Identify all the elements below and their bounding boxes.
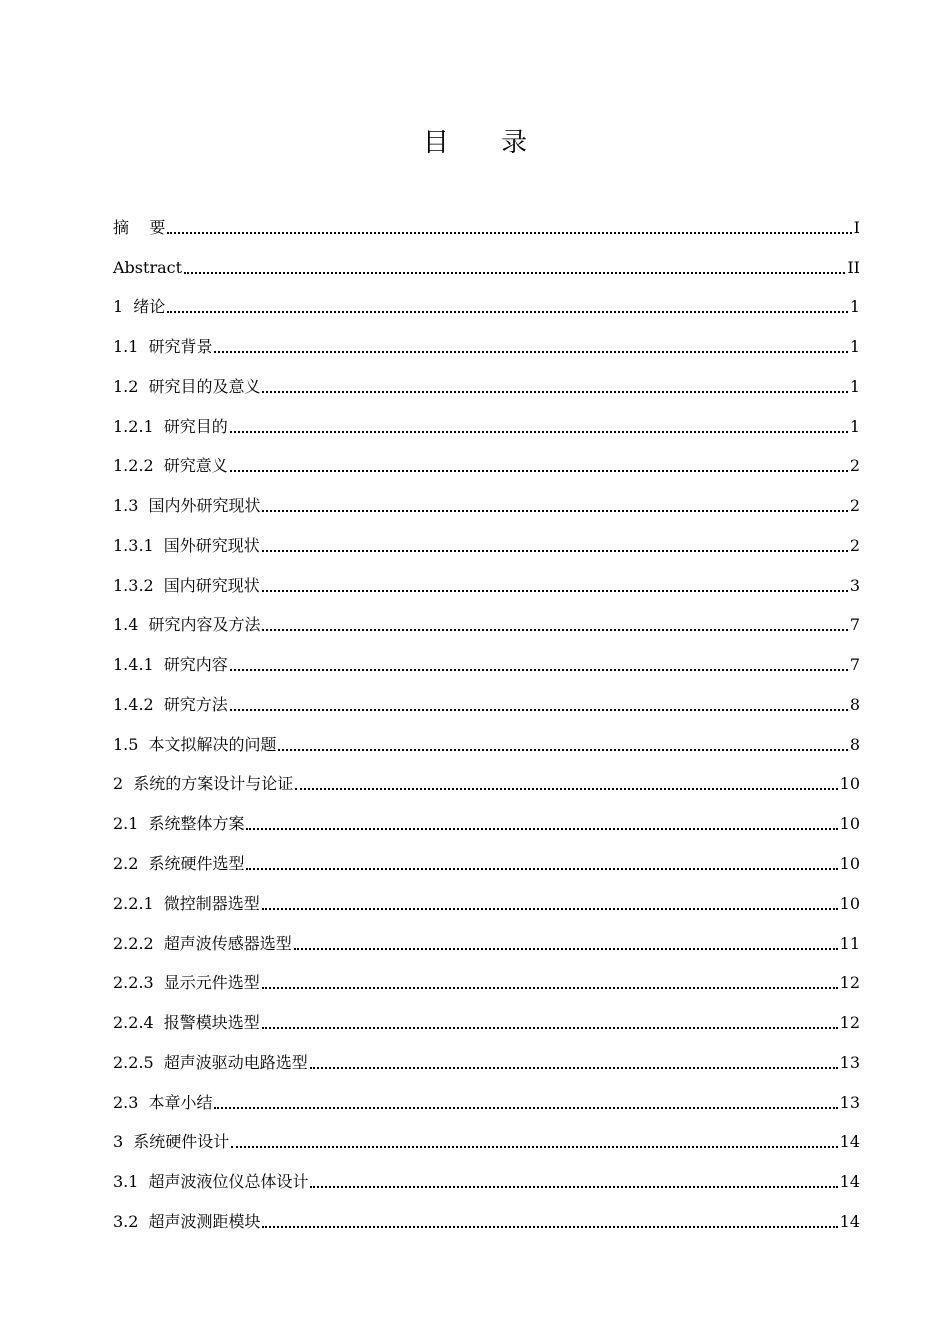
toc-entry-label: 系统整体方案 bbox=[148, 814, 245, 834]
toc-entry-label: 研究背景 bbox=[148, 337, 213, 357]
dot-leader bbox=[310, 1186, 837, 1188]
toc-entry[interactable] bbox=[113, 916, 860, 956]
toc-entry[interactable] bbox=[113, 558, 860, 598]
toc-entry-number: 2.2 bbox=[113, 854, 139, 874]
dot-leader bbox=[214, 1107, 837, 1109]
toc-entry[interactable] bbox=[113, 598, 860, 638]
toc-entry-number: 1 bbox=[113, 297, 124, 317]
toc-entry[interactable] bbox=[113, 399, 860, 439]
toc-entry-page-number: 12 bbox=[839, 973, 860, 993]
toc-entry-page-number: 1 bbox=[849, 297, 860, 317]
toc-entry-label: 国内外研究现状 bbox=[148, 496, 261, 516]
toc-entry[interactable] bbox=[113, 1115, 860, 1155]
toc-entry[interactable] bbox=[113, 200, 860, 240]
toc-entry-page-number: I bbox=[853, 217, 860, 237]
dot-leader bbox=[278, 749, 847, 751]
toc-entry-label: 本章小结 bbox=[148, 1092, 213, 1112]
toc-entry-page-number: 11 bbox=[839, 933, 860, 953]
dot-leader bbox=[262, 590, 848, 592]
toc-entry[interactable] bbox=[113, 836, 860, 876]
toc-entry-label: 摘 要 bbox=[113, 217, 166, 237]
toc-entry-label: 超声波测距模块 bbox=[148, 1211, 261, 1231]
dot-leader bbox=[310, 1067, 838, 1069]
dot-leader bbox=[294, 948, 838, 950]
toc-entry[interactable] bbox=[113, 319, 860, 359]
toc-entry-label: 显示元件选型 bbox=[163, 973, 260, 993]
dot-leader bbox=[230, 709, 848, 711]
toc-entry-label: 绪论 bbox=[133, 297, 166, 317]
toc-entry[interactable] bbox=[113, 439, 860, 479]
toc-entry[interactable] bbox=[113, 637, 860, 677]
toc-entry-page-number: 14 bbox=[839, 1132, 860, 1152]
page-title: 目 录 bbox=[422, 128, 550, 158]
toc-entry-number: 1.4.1 bbox=[113, 655, 154, 675]
toc-entry[interactable] bbox=[113, 677, 860, 717]
toc-entry-number: 2.2.1 bbox=[113, 893, 154, 913]
dot-leader bbox=[262, 1027, 838, 1029]
toc-entry[interactable] bbox=[113, 796, 860, 836]
toc-entry[interactable] bbox=[113, 1194, 860, 1234]
toc-entry-page-number: 8 bbox=[849, 694, 860, 714]
toc-entry-number: 1.2 bbox=[113, 376, 139, 396]
dot-leader bbox=[295, 788, 837, 790]
toc-entry-number: 1.3 bbox=[113, 496, 139, 516]
toc-entry-label: 系统硬件设计 bbox=[133, 1132, 230, 1152]
toc-entry-page-number: 1 bbox=[849, 376, 860, 396]
toc-entry[interactable] bbox=[113, 956, 860, 996]
dot-leader bbox=[262, 629, 847, 631]
toc-entry-label: 本文拟解决的问题 bbox=[148, 734, 277, 754]
toc-entry-label: 超声波传感器选型 bbox=[163, 933, 292, 953]
toc-entry-page-number: 1 bbox=[849, 416, 860, 436]
toc-entry-label: 研究方法 bbox=[163, 694, 228, 714]
toc-entry-page-number: 10 bbox=[839, 893, 860, 913]
toc-entry-page-number: 7 bbox=[849, 615, 860, 635]
toc-entry[interactable] bbox=[113, 757, 860, 797]
toc-entry[interactable] bbox=[113, 478, 860, 518]
toc-entry-number: 2 bbox=[113, 774, 124, 794]
toc-entry[interactable] bbox=[113, 1154, 860, 1194]
toc-entry-number: 2.1 bbox=[113, 814, 139, 834]
toc-entry-page-number: 7 bbox=[849, 655, 860, 675]
toc-entry-label: 系统的方案设计与论证 bbox=[133, 774, 294, 794]
toc-entry-label: 研究内容 bbox=[163, 655, 228, 675]
toc-entry-number: 1.1 bbox=[113, 337, 139, 357]
toc-entry-label: 研究意义 bbox=[163, 456, 228, 476]
toc-entry-number: 1.3.1 bbox=[113, 535, 154, 555]
toc-entry-page-number: 2 bbox=[849, 456, 860, 476]
toc-entry-page-number: 1 bbox=[849, 337, 860, 357]
toc-entry-page-number: 10 bbox=[839, 814, 860, 834]
dot-leader bbox=[230, 431, 848, 433]
toc-entry-number: 2.2.2 bbox=[113, 933, 154, 953]
toc-entry[interactable] bbox=[113, 240, 860, 280]
toc-entry-label: 国外研究现状 bbox=[163, 535, 260, 555]
dot-leader bbox=[167, 311, 848, 313]
toc-entry-number: 1.3.2 bbox=[113, 575, 154, 595]
toc-entry-page-number: 2 bbox=[849, 496, 860, 516]
toc-entry-page-number: 12 bbox=[839, 1013, 860, 1033]
dot-leader bbox=[262, 1226, 837, 1228]
dot-leader bbox=[230, 470, 848, 472]
toc-entry-number: 1.4 bbox=[113, 615, 139, 635]
toc-entry-page-number: 2 bbox=[849, 535, 860, 555]
toc-entry-label: 研究内容及方法 bbox=[148, 615, 261, 635]
toc-entry-number: 3.2 bbox=[113, 1211, 139, 1231]
toc-entry-page-number: 14 bbox=[839, 1211, 860, 1231]
dot-leader bbox=[184, 272, 845, 274]
toc-entry-number: 2.2.3 bbox=[113, 973, 154, 993]
toc-entry-label: 微控制器选型 bbox=[163, 893, 260, 913]
toc-entry-number: 2.3 bbox=[113, 1092, 139, 1112]
dot-leader bbox=[231, 1146, 837, 1148]
toc-entry-number: 2.2.4 bbox=[113, 1013, 154, 1033]
toc-entry-number: 1.4.2 bbox=[113, 694, 154, 714]
toc-entry[interactable] bbox=[113, 359, 860, 399]
toc-entry-number: 1.2.2 bbox=[113, 456, 154, 476]
toc-entry-page-number: II bbox=[847, 257, 860, 277]
dot-leader bbox=[246, 828, 837, 830]
toc-entry-number: 1.5 bbox=[113, 734, 139, 754]
dot-leader bbox=[262, 908, 838, 910]
toc-entry-page-number: 10 bbox=[839, 854, 860, 874]
toc-entry-number: 3 bbox=[113, 1132, 124, 1152]
dot-leader bbox=[262, 987, 838, 989]
toc-entry-number: 2.2.5 bbox=[113, 1052, 154, 1072]
toc-entry[interactable] bbox=[113, 876, 860, 916]
dot-leader bbox=[167, 232, 851, 234]
toc-entry-page-number: 13 bbox=[839, 1092, 860, 1112]
toc-entry-label: 研究目的 bbox=[163, 416, 228, 436]
toc-entry[interactable] bbox=[113, 717, 860, 757]
toc-entry-label: Abstract bbox=[113, 257, 183, 277]
toc-entry[interactable] bbox=[113, 995, 860, 1035]
toc-entry-label: 国内研究现状 bbox=[163, 575, 260, 595]
toc-entry-label: 报警模块选型 bbox=[163, 1013, 260, 1033]
toc-entry[interactable] bbox=[113, 518, 860, 558]
dot-leader bbox=[230, 669, 848, 671]
toc-entry-page-number: 14 bbox=[839, 1172, 860, 1192]
toc-entry-label: 超声波液位仪总体设计 bbox=[148, 1172, 309, 1192]
toc-entry[interactable] bbox=[113, 280, 860, 320]
toc-entry-page-number: 3 bbox=[849, 575, 860, 595]
toc-entry[interactable] bbox=[113, 1075, 860, 1115]
toc-entry-number: 1.2.1 bbox=[113, 416, 154, 436]
dot-leader bbox=[214, 351, 847, 353]
toc-entry-page-number: 8 bbox=[849, 734, 860, 754]
toc-entry-label: 超声波驱动电路选型 bbox=[163, 1052, 308, 1072]
dot-leader bbox=[246, 868, 837, 870]
dot-leader bbox=[262, 510, 847, 512]
dot-leader bbox=[262, 550, 848, 552]
toc-entry-number: 3.1 bbox=[113, 1172, 139, 1192]
toc-entry-page-number: 13 bbox=[839, 1052, 860, 1072]
toc-entry-page-number: 10 bbox=[839, 774, 860, 794]
table-of-contents bbox=[113, 200, 860, 1234]
dot-leader bbox=[262, 391, 847, 393]
toc-entry-label: 系统硬件选型 bbox=[148, 854, 245, 874]
toc-entry-label: 研究目的及意义 bbox=[148, 376, 261, 396]
toc-entry[interactable] bbox=[113, 1035, 860, 1075]
